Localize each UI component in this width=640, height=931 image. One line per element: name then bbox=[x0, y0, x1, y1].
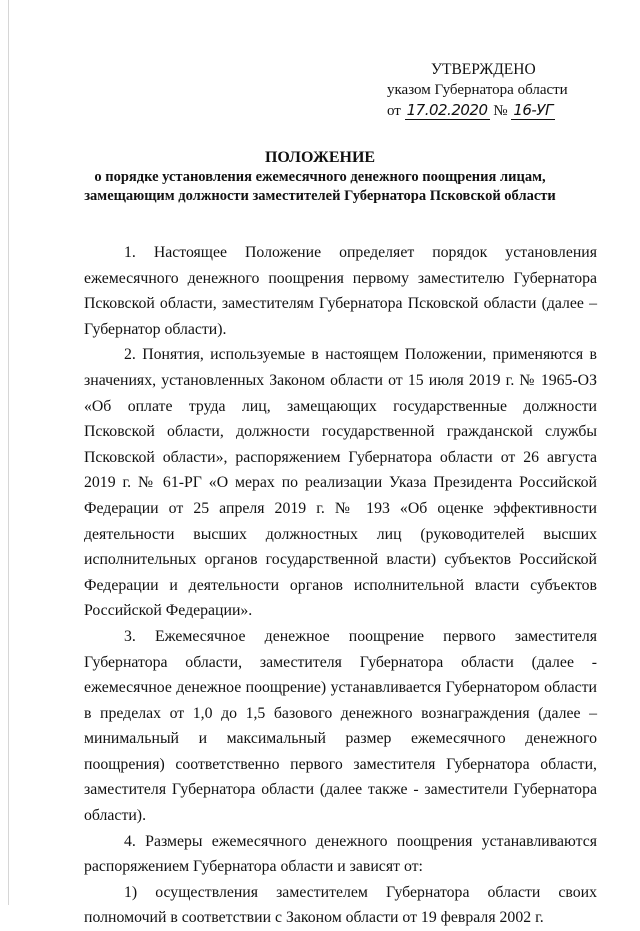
document-title: ПОЛОЖЕНИЕ bbox=[264, 149, 376, 166]
document-heading bbox=[60, 148, 580, 206]
paragraph-1: 1. Настоящее Положение определяет порядок установления ежемесячного денежного поощрения первому заместителю Губернатора Псковской области, заместителям Губернатора Псковской области (далее – Губернатор области). bbox=[84, 244, 597, 338]
approval-date-handwritten: 17.02.2020 bbox=[406, 101, 488, 119]
approval-from-prefix: от bbox=[387, 103, 401, 119]
document-subtitle-line-2: замещающим должности заместителей Губернатора Псковской области bbox=[84, 188, 556, 204]
paragraph-4-item-1: 1) осуществления заместителем Губернатора области своих полномочий в соответствии с Законом области от 19 февраля 2002 г. bbox=[84, 883, 597, 927]
document-body bbox=[84, 240, 597, 931]
approval-stamp bbox=[387, 60, 627, 121]
approval-date-number-line bbox=[387, 100, 627, 121]
paragraph-4: 4. Размеры ежемесячного денежного поощрения устанавливаются распоряжением Губернатора области и зависят от: bbox=[84, 832, 597, 876]
paragraph-2: 2. Понятия, используемые в настоящем Положении, применяются в значениях, установленных Законом области от 15 июля 2019 г. № 1965-ОЗ «Об оплате труда лиц, замещающих государственные должности Псковской области, должности государственной гражданской службы Псковской области», распоряжением Губернатора области от 26 августа 2019 г. № 61-РГ «О мерах по реализации Указа Президента Российской Федерации от 25 апреля 2019 г. № 193 «Об оценке эффективности деятельности высших должностных лиц (руководителей высших исполнительных органов государственной власти) субъектов Российской Федерации и деятельности органов исполнительной власти субъектов Российской Федерации». bbox=[84, 346, 597, 620]
paragraph-3: 3. Ежемесячное денежное поощрение первого заместителя Губернатора области, заместителя Губернатора области (далее - ежемесячное денежное поощрение) устанавливается Губернатором области в пределах от 1,0 до 1,5 базового денежного вознаграждения (далее – минимальный и максимальный размер ежемесячного денежного поощрения) соответственно первого заместителя Губернатора области, заместителя Губернатора области (далее также - заместители Губернатора области). bbox=[84, 627, 597, 825]
approval-by: указом Губернатора области bbox=[387, 82, 568, 98]
document-subtitle-line-1: о порядке установления ежемесячного денежного поощрения лицам, bbox=[94, 169, 546, 185]
approval-number-handwritten: 16-УГ bbox=[513, 101, 553, 119]
page-edge-line bbox=[8, 0, 9, 905]
approval-title: УТВЕРЖДЕНО bbox=[431, 61, 536, 78]
approval-number-prefix: № bbox=[493, 103, 508, 119]
